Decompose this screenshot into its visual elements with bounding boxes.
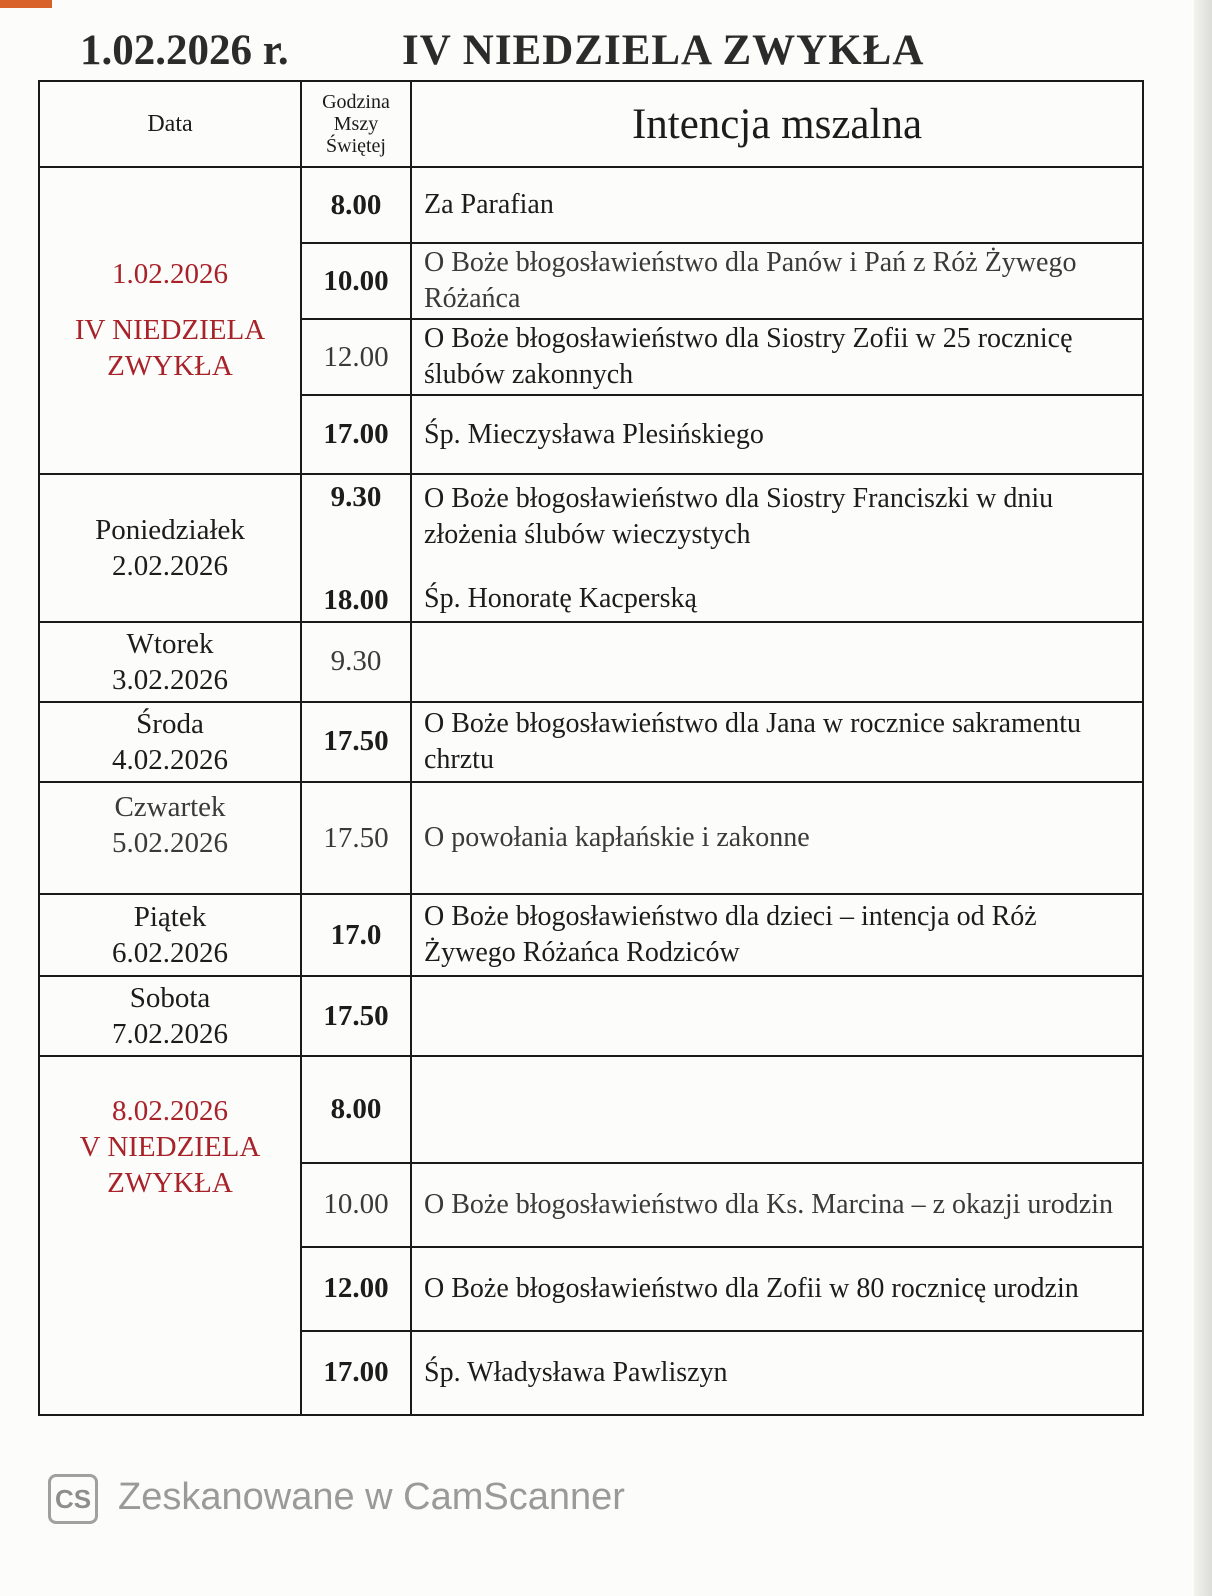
- date-cell-wednesday: Środa 4.02.2026: [39, 702, 301, 782]
- header-date-column: Data: [39, 81, 301, 167]
- mass-intention: [411, 622, 1143, 702]
- page-edge: [1194, 0, 1212, 1596]
- mass-intention: [411, 976, 1143, 1056]
- table-row: [39, 976, 1143, 1056]
- mass-intentions-monday: [411, 474, 1143, 622]
- mass-intention: O Boże błogosławieństwo dla Ks. Marcina – z okazji urodzin: [411, 1163, 1143, 1247]
- page-header: [80, 26, 980, 76]
- mass-time: 17.00: [301, 1331, 411, 1415]
- watermark-text: Zeskanowane w CamScanner: [118, 1476, 625, 1518]
- mass-intention: O powołania kapłańskie i zakonne: [411, 782, 1143, 894]
- mass-time: 9.30: [301, 622, 411, 702]
- camscanner-logo-icon: CS: [48, 1474, 98, 1524]
- mass-time: 10.00: [301, 1163, 411, 1247]
- table-row: [39, 894, 1143, 976]
- mass-time: 17.00: [301, 395, 411, 473]
- mass-times-monday: [301, 474, 411, 622]
- mass-intention: [411, 1056, 1143, 1162]
- mass-intention: O Boże błogosławieństwo dla dzieci – intencja od Róż Żywego Różańca Rodziców: [411, 894, 1143, 976]
- header-title: IV NIEDZIELA ZWYKŁA: [402, 27, 925, 74]
- date-cell-tuesday: Wtorek 3.02.2026: [39, 622, 301, 702]
- mass-intention: O Boże błogosławieństwo dla Siostry Franciszki w dniu złożenia ślubów wieczystych: [424, 482, 1054, 550]
- scanner-watermark: [48, 1474, 748, 1526]
- mass-time: 10.00: [301, 243, 411, 319]
- table-row: [39, 782, 1143, 894]
- table-row: [39, 474, 1143, 622]
- date-cell-monday: Poniedziałek 2.02.2026: [39, 474, 301, 622]
- mass-intention: O Boże błogosławieństwo dla Jana w rocznice sakramentu chrztu: [411, 702, 1143, 782]
- mass-time: 18.00: [323, 583, 389, 616]
- date-cell-saturday: Sobota 7.02.2026: [39, 976, 301, 1056]
- mass-intention: Śp. Honoratę Kacperską: [424, 582, 697, 614]
- header-intention-column: Intencja mszalna: [411, 81, 1143, 167]
- mass-intention: O Boże błogosławieństwo dla Siostry Zofii w 25 rocznicę ślubów zakonnych: [411, 319, 1143, 395]
- mass-intention: Śp. Mieczysława Plesińskiego: [411, 395, 1143, 473]
- table-row: [39, 622, 1143, 702]
- mass-time: 8.00: [301, 167, 411, 243]
- table-row: [39, 702, 1143, 782]
- mass-schedule-table: [38, 80, 1144, 1416]
- mass-time: 17.50: [301, 976, 411, 1056]
- mass-time: 9.30: [330, 480, 382, 513]
- mass-time: 17.0: [301, 894, 411, 976]
- date-cell-sunday: 1.02.2026 IV NIEDZIELA ZWYKŁA: [39, 167, 301, 473]
- corner-mark: [0, 0, 52, 8]
- mass-time: 17.50: [301, 782, 411, 894]
- date-cell-thursday: Czwartek 5.02.2026: [39, 782, 301, 894]
- date-cell-next-sunday: 8.02.2026 V NIEDZIELA ZWYKŁA: [39, 1056, 301, 1415]
- header-date: 1.02.2026 r.: [80, 27, 289, 74]
- mass-time: 12.00: [301, 319, 411, 395]
- mass-intention: Śp. Władysława Pawliszyn: [411, 1331, 1143, 1415]
- mass-time: 17.50: [301, 702, 411, 782]
- mass-intention: O Boże błogosławieństwo dla Panów i Pań z Róż Żywego Różańca: [411, 243, 1143, 319]
- table-header-row: [39, 81, 1143, 167]
- table-row: [39, 1056, 1143, 1162]
- mass-time: 8.00: [301, 1056, 411, 1162]
- mass-intention: O Boże błogosławieństwo dla Zofii w 80 rocznicę urodzin: [411, 1247, 1143, 1331]
- date-cell-friday: Piątek 6.02.2026: [39, 894, 301, 976]
- header-time-column: Godzina Mszy Świętej: [301, 81, 411, 167]
- table-row: [39, 167, 1143, 243]
- mass-time: 12.00: [301, 1247, 411, 1331]
- mass-intention: Za Parafian: [411, 167, 1143, 243]
